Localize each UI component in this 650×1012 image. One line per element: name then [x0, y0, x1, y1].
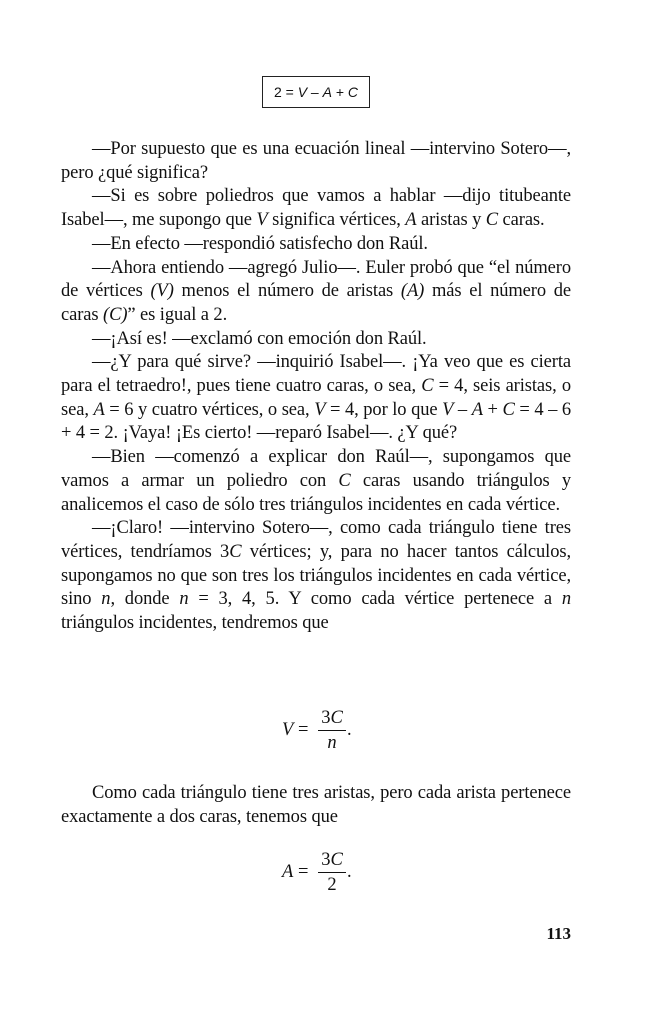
paragraph: —Ahora entiendo —agregó Julio—. Euler probó que “el número de vértices (V) menos el número de aristas (A) más el número de caras (C)” es igual a 2.	[61, 257, 571, 325]
fraction	[318, 706, 346, 755]
paragraph: Como cada triángulo tiene tres aristas, pero cada arista pertenece exactamente a dos caras, tenemos que	[61, 783, 571, 827]
paragraph: —¡Claro! —intervino Sotero—, como cada triángulo tiene tres vértices, tendríamos 3C vértices; y, para no hacer tantos cálculos, supongamos no que son tres los triángulos incidentes en cada vértice, sino n, donde n = 3, 4, 5. Y como cada vértice pertenece a n triángulos incidentes, tendremos que	[61, 518, 571, 634]
page-number: 113	[546, 924, 571, 943]
equation-period: .	[347, 862, 352, 882]
euler-formula-box: 2 = V – A + C	[262, 76, 370, 108]
denominator: 2	[327, 875, 337, 895]
paragraph: —¡Así es! —exclamó con emoción don Raúl.	[92, 328, 427, 349]
paragraph: —Si es sobre poliedros que vamos a hablar —dijo titubeante Isabel—, me supongo que V significa vértices, A aristas y C caras.	[61, 186, 571, 231]
paragraph: —Por supuesto que es una ecuación lineal —intervino Sotero—, pero ¿qué significa?	[61, 139, 571, 183]
paragraph: —En efecto —respondió satisfecho don Raúl.	[92, 233, 428, 254]
paragraph-after-equation	[61, 782, 571, 829]
equation-lhs: A =	[282, 862, 309, 882]
paragraph: —Bien —comenzó a explicar don Raúl—, supongamos que vamos a armar un poliedro con C caras usando triángulos y analicemos el caso de sólo tres triángulos incidentes en cada vértice.	[61, 447, 571, 515]
paragraph: —¿Y para qué sirve? —inquirió Isabel—. ¡Ya veo que es cierta para el tetraedro!, pues tiene cuatro caras, o sea, C = 4, seis aristas, o sea, A = 6 y cuatro vértices, o sea, V = 4, por lo que V – A + C = 4 – 6 + 4 = 2. ¡Vaya! ¡Es cierto! —reparó Isabel—. ¿Y qué?	[61, 352, 572, 444]
dialogue-text	[61, 138, 571, 636]
numerator: 3C	[321, 850, 343, 870]
equation-period: .	[347, 720, 352, 740]
denominator: n	[327, 733, 337, 753]
numerator: 3C	[321, 708, 343, 728]
equation-lhs: V =	[282, 720, 309, 740]
fraction	[318, 848, 346, 897]
